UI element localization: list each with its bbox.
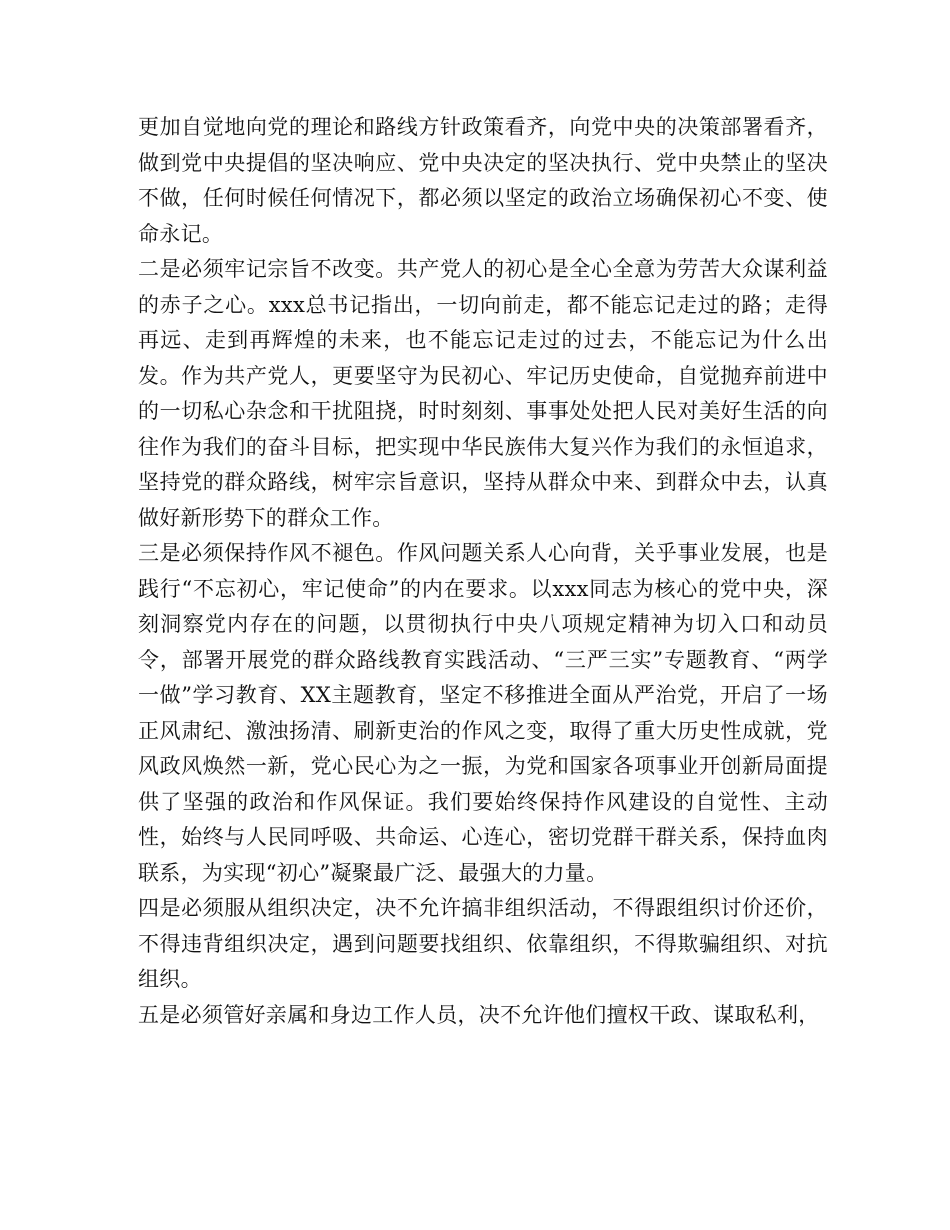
paragraph-point-two: 二是必须牢记宗旨不改变。共产党人的初心是全心全意为劳苦大众谋利益的赤子之心。xxx总书记指出，一切向前走，都不能忘记走过的路；走得再远、走到再辉煌的未来，也不能忘记走过的过去，不能忘记为什么出发。作为共产党人，更要坚守为民初心、牢记历史使命，自觉抛弃前进中的一切私心杂念和干扰阻挠，时时刻刻、事事处处把人民对美好生活的向往作为我们的奋斗目标，把实现中华民族伟大复兴作为我们的永恒追求，坚持党的群众路线，树牢宗旨意识，坚持从群众中来、到群众中去，认真做好新形势下的群众工作。 [138, 257, 828, 530]
paragraph-point-four: 四是必须服从组织决定，决不允许搞非组织活动，不得跟组织讨价还价，不得违背组织决定，遇到问题要找组织、依靠组织，不得欺骗组织、对抗组织。 [138, 896, 828, 991]
document-body [138, 110, 828, 1033]
paragraph-point-three: 三是必须保持作风不褪色。作风问题关系人心向背，关乎事业发展，也是践行“不忘初心，牢记使命”的内在要求。以xxx同志为核心的党中央，深刻洞察党内存在的问题，以贯彻执行中央八项规定精神为切入口和动员令，部署开展党的群众路线教育实践活动、“三严三实”专题教育、“两学一做”学习教育、XX主题教育，坚定不移推进全面从严治党，开启了一场正风肃纪、激浊扬清、刷新吏治的作风之变，取得了重大历史性成就，党风政风焕然一新，党心民心为之一振，为党和国家各项事业开创新局面提供了坚强的政治和作风保证。我们要始终保持作风建设的自觉性、主动性，始终与人民同呼吸、共命运、心连心，密切党群干群关系，保持血肉联系，为实现“初心”凝聚最广泛、最强大的力量。 [138, 541, 828, 885]
paragraph-continuation: 更加自觉地向党的理论和路线方针政策看齐，向党中央的决策部署看齐，做到党中央提倡的坚决响应、党中央决定的坚决执行、党中央禁止的坚决不做，任何时候任何情况下，都必须以坚定的政治立场确保初心不变、使命永记。 [138, 115, 828, 246]
paragraph-point-five: 五是必须管好亲属和身边工作人员，决不允许他们擅权干政、谋取私利， [138, 1002, 820, 1027]
